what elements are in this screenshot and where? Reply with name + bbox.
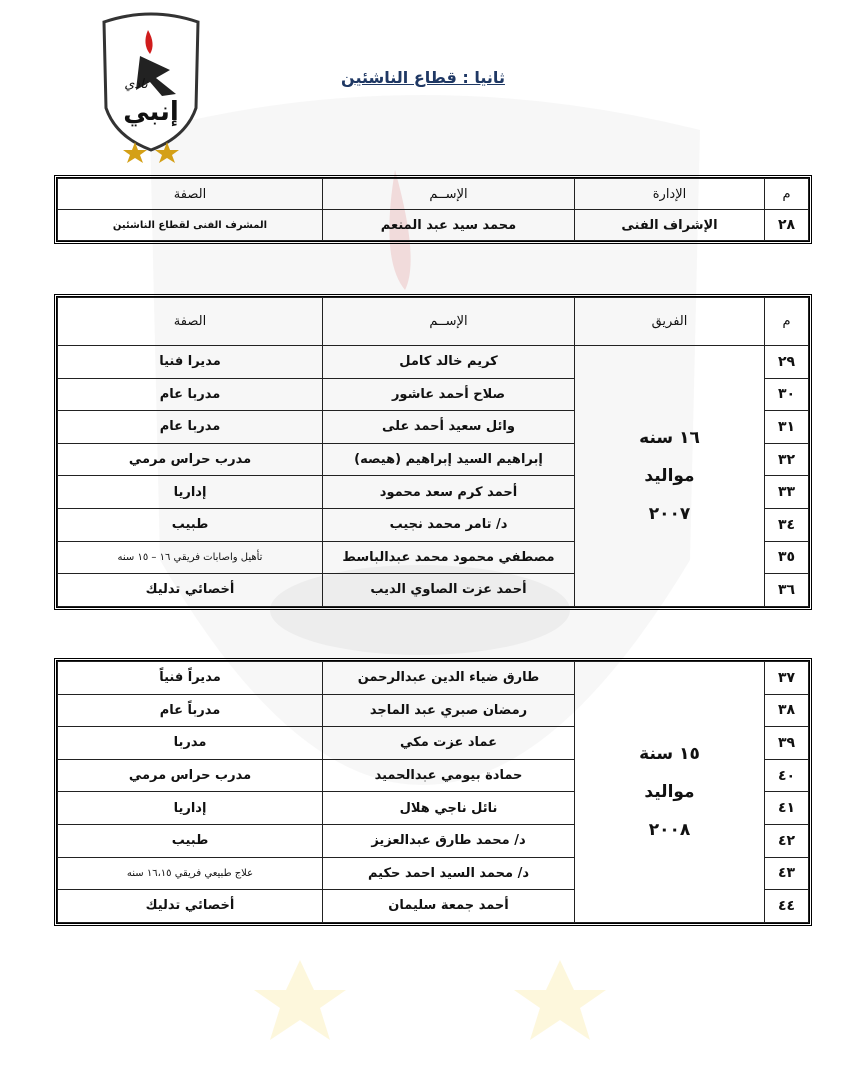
table-row [58,210,809,241]
row-number: ٣٠ [765,378,809,411]
row-name: طارق ضياء الدين عبدالرحمن [323,662,575,695]
row-number: ٣٢ [765,443,809,476]
row-role: طبيب [58,824,323,857]
table-row [58,346,809,379]
team-year: ٢٠٠٨ [648,819,691,840]
team-year: ٢٠٠٧ [648,503,691,524]
row-role: أخصائي تدليك [58,574,323,607]
svg-text:نادي: نادي [124,77,148,92]
header-role: الصفة [58,179,323,210]
row-role: مدرب حراس مرمي [58,759,323,792]
row-number: ٤٢ [765,824,809,857]
row-role: مدربا عام [58,378,323,411]
team-born-label: مواليد [644,781,695,802]
row-number: ٣٧ [765,662,809,695]
club-logo [96,12,206,172]
row-role: مدربا عام [58,411,323,444]
header-department: الإدارة [575,179,765,210]
row-number: ٤٠ [765,759,809,792]
header-number: م [765,179,809,210]
header-name: الإســم [323,298,575,346]
row-role: علاج طبيعي فريقي ١٦،١٥ سنه [58,857,323,890]
row-name: كريم خالد كامل [323,346,575,379]
row-name: د/ محمد السيد احمد حكيم [323,857,575,890]
team-age: ١٥ سنة [639,743,700,764]
row-name: وائل سعيد أحمد على [323,411,575,444]
row-name: عماد عزت مكي [323,727,575,760]
row-role: طبيب [58,508,323,541]
u16-team-table [54,294,812,610]
row-number: ٣٩ [765,727,809,760]
row-number: ٤١ [765,792,809,825]
row-role: مدرباً عام [58,694,323,727]
row-role: إداريا [58,476,323,509]
header-number: م [765,298,809,346]
technical-supervision-table [54,175,812,244]
header-team: الفريق [575,298,765,346]
row-name: د/ تامر محمد نجيب [323,508,575,541]
row-name: صلاح أحمد عاشور [323,378,575,411]
row-number: ٣٦ [765,574,809,607]
header-name: الإســم [323,179,575,210]
svg-text:إنبي: إنبي [123,97,179,127]
row-number: ٤٤ [765,890,809,923]
row-department: الإشراف الفنى [575,210,765,241]
row-name: أحمد كرم سعد محمود [323,476,575,509]
header-role: الصفة [58,298,323,346]
row-role: إداريا [58,792,323,825]
row-role: أخصائي تدليك [58,890,323,923]
row-number: ٢٩ [765,346,809,379]
row-role: مديراً فنياً [58,662,323,695]
team-born-label: مواليد [644,465,695,486]
row-name: د/ محمد طارق عبدالعزيز [323,824,575,857]
row-role: المشرف الفنى لقطاع الناشئين [58,210,323,241]
row-number: ٣٥ [765,541,809,574]
u15-team-table [54,658,812,926]
team-cell-u16 [575,346,765,607]
row-role: مدربا [58,727,323,760]
row-role: مدرب حراس مرمي [58,443,323,476]
row-name: حمادة بيومي عبدالحميد [323,759,575,792]
row-name: نائل ناجي هلال [323,792,575,825]
table-row [58,662,809,695]
row-name: إبراهيم السيد إبراهيم (هيصه) [323,443,575,476]
row-number: ٣٤ [765,508,809,541]
row-number: ٢٨ [765,210,809,241]
row-number: ٣٣ [765,476,809,509]
row-name: رمضان صبري عبد الماجد [323,694,575,727]
row-role: تأهيل واصابات فريقي ١٦ – ١٥ سنه [58,541,323,574]
page-title: ثانيا : قطاع الناشئين [341,68,505,87]
row-role: مديرا فنيا [58,346,323,379]
row-name: أحمد عزت الصاوي الديب [323,574,575,607]
team-cell-u15 [575,662,765,923]
row-name: أحمد جمعة سليمان [323,890,575,923]
row-name: مصطفي محمود محمد عبدالباسط [323,541,575,574]
row-number: ٣٨ [765,694,809,727]
team-age: ١٦ سنه [639,427,700,448]
row-number: ٤٣ [765,857,809,890]
row-number: ٣١ [765,411,809,444]
row-name: محمد سيد عبد المنعم [323,210,575,241]
